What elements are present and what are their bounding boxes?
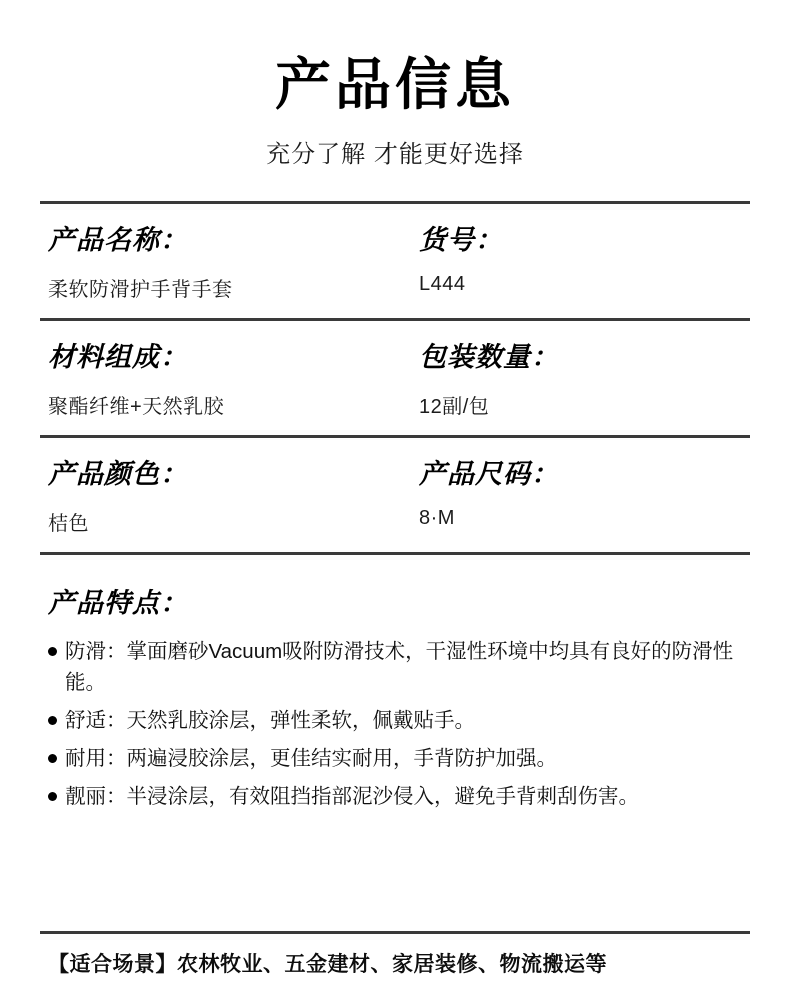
page-subtitle: 充分了解 才能更好选择 (266, 140, 524, 168)
feature-text: 防滑：掌面磨砂Vacuum吸附防滑技术，干湿性环境中均具有良好的防滑性能。 (65, 639, 734, 695)
divider (40, 552, 750, 555)
bullet-icon (48, 792, 57, 801)
list-item (48, 705, 742, 737)
list-item (48, 743, 742, 775)
bullet-icon (48, 716, 57, 725)
spec-cell-product-name (48, 218, 371, 302)
spec-cell-size (371, 452, 742, 536)
bullet-icon (48, 754, 57, 763)
spec-value: 桔色 (48, 512, 89, 535)
spec-cell-package-quantity (371, 335, 742, 419)
page-header (40, 0, 750, 169)
spec-label: 包装数量： (419, 341, 559, 372)
spec-row (40, 438, 750, 552)
spec-value: 柔软防滑护手背手套 (48, 278, 233, 301)
spec-row (40, 321, 750, 435)
spec-label: 材料组成： (48, 341, 188, 372)
list-item (48, 636, 742, 700)
page-title: 产品信息 (275, 53, 515, 116)
spec-cell-color (48, 452, 371, 536)
spec-label: 产品名称： (48, 224, 188, 255)
features-title: 产品特点： (48, 587, 188, 618)
spec-row (40, 204, 750, 318)
spec-table (40, 201, 750, 555)
features-section (40, 581, 750, 813)
spec-value: L444 (419, 272, 466, 295)
spec-value: 聚酯纤维+天然乳胶 (48, 395, 225, 418)
list-item (48, 781, 742, 813)
spec-cell-item-number (371, 218, 742, 302)
feature-text: 舒适：天然乳胶涂层，弹性柔软，佩戴贴手。 (65, 709, 475, 733)
feature-list (48, 636, 742, 813)
spec-label: 货号： (419, 224, 503, 255)
feature-text: 靓丽：半浸涂层，有效阻挡指部泥沙侵入，避免手背刺刮伤害。 (65, 784, 639, 808)
bullet-icon (48, 647, 57, 656)
spec-value: 8·M (419, 506, 455, 529)
feature-text: 耐用：两遍浸胶涂层，更佳结实耐用，手背防护加强。 (65, 746, 557, 770)
spec-label: 产品颜色： (48, 458, 188, 489)
spec-cell-material (48, 335, 371, 419)
footer (40, 931, 750, 996)
footer-text: 【适合场景】农林牧业、五金建材、家居装修、物流搬运等 (48, 953, 607, 976)
spec-value: 12副/包 (419, 395, 490, 418)
spec-label: 产品尺码： (419, 458, 559, 489)
